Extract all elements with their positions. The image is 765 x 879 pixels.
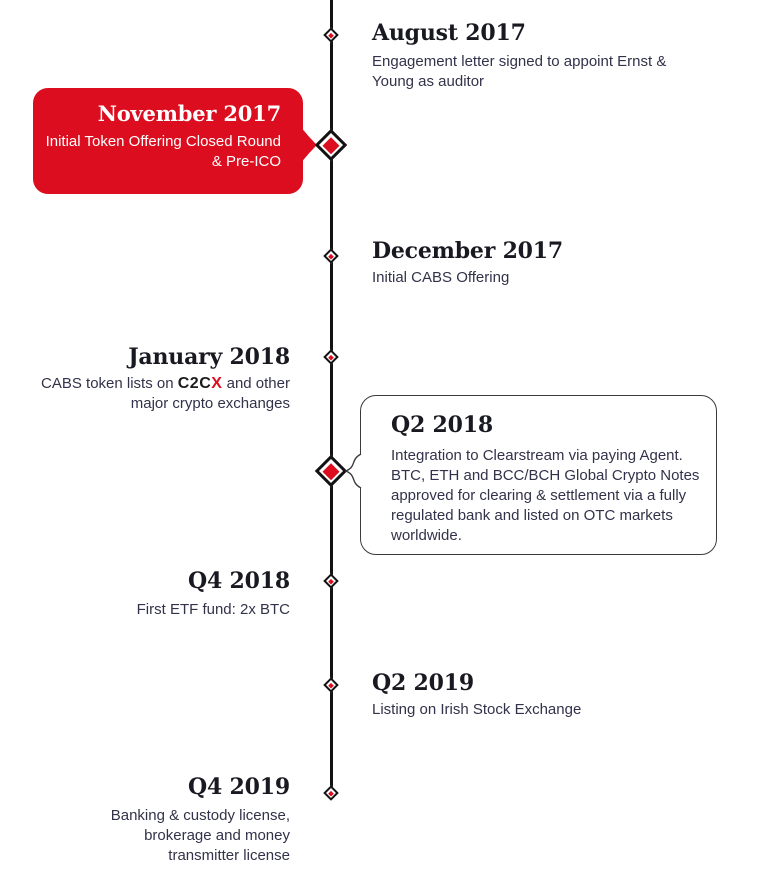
- callout-brace-tail-icon: [343, 452, 362, 490]
- timeline-entry-december-2017: [372, 238, 672, 288]
- entry-title: August 2017: [372, 20, 526, 46]
- c2cx-logo: [178, 375, 223, 392]
- diamond-marker-large-icon: [315, 129, 348, 162]
- diamond-core-icon: [328, 354, 334, 360]
- c2cx-logo-x: X: [211, 375, 223, 392]
- timeline-entry-q4-2018: [10, 568, 290, 620]
- diamond-marker-icon: [323, 573, 339, 589]
- timeline-entry-q2-2019: [372, 670, 692, 720]
- timeline-entry-q4-2019: [90, 774, 290, 866]
- diamond-core-icon: [328, 790, 334, 796]
- c2cx-logo-c2c: C2C: [177, 375, 212, 392]
- timeline-spine: [330, 0, 333, 794]
- entry-body: Banking & custody license, brokerage and money transmitter license: [110, 807, 290, 864]
- diamond-marker-icon: [323, 349, 339, 365]
- entry-body: Integration to Clearstream via paying Agent. BTC, ETH and BCC/BCH Global Crypto Notes approved for clearing & settlement via a fully regulated bank and listed on OTC markets worldwide.: [391, 447, 700, 544]
- entry-title: December 2017: [372, 238, 564, 264]
- timeline-entry-august-2017: [372, 20, 672, 92]
- diamond-core-icon: [328, 682, 334, 688]
- diamond-marker-icon: [323, 27, 339, 43]
- entry-title: Q2 2018: [391, 412, 493, 438]
- diamond-core-icon: [323, 137, 340, 154]
- entry-title: November 2017: [97, 101, 281, 126]
- diamond-core-icon: [323, 463, 340, 480]
- entry-title: Q2 2019: [372, 670, 474, 696]
- diamond-core-icon: [328, 578, 334, 584]
- entry-body-text: and other major crypto exchanges: [130, 375, 290, 412]
- entry-body: First ETF fund: 2x BTC: [136, 601, 290, 618]
- entry-title: Q4 2019: [188, 774, 290, 800]
- timeline-entry-november-2017-callout: [33, 88, 303, 194]
- diamond-core-icon: [328, 32, 334, 38]
- diamond-marker-icon: [323, 677, 339, 693]
- entry-body: Initial CABS Offering: [372, 269, 510, 286]
- diamond-core-icon: [328, 253, 334, 259]
- diamond-marker-icon: [323, 248, 339, 264]
- entry-body: [5, 374, 290, 414]
- entry-body: Engagement letter signed to appoint Ernst & Young as auditor: [372, 53, 667, 90]
- entry-title: January 2018: [128, 344, 290, 370]
- entry-body: Listing on Irish Stock Exchange: [372, 701, 582, 718]
- entry-body-text: CABS token lists on: [41, 375, 178, 392]
- entry-title: Q4 2018: [188, 568, 290, 594]
- timeline-entry-january-2018: [5, 344, 290, 414]
- diamond-marker-icon: [323, 785, 339, 801]
- timeline-entry-q2-2018-callout: [360, 395, 717, 555]
- entry-body: Initial Token Offering Closed Round & Pre-ICO: [45, 133, 281, 170]
